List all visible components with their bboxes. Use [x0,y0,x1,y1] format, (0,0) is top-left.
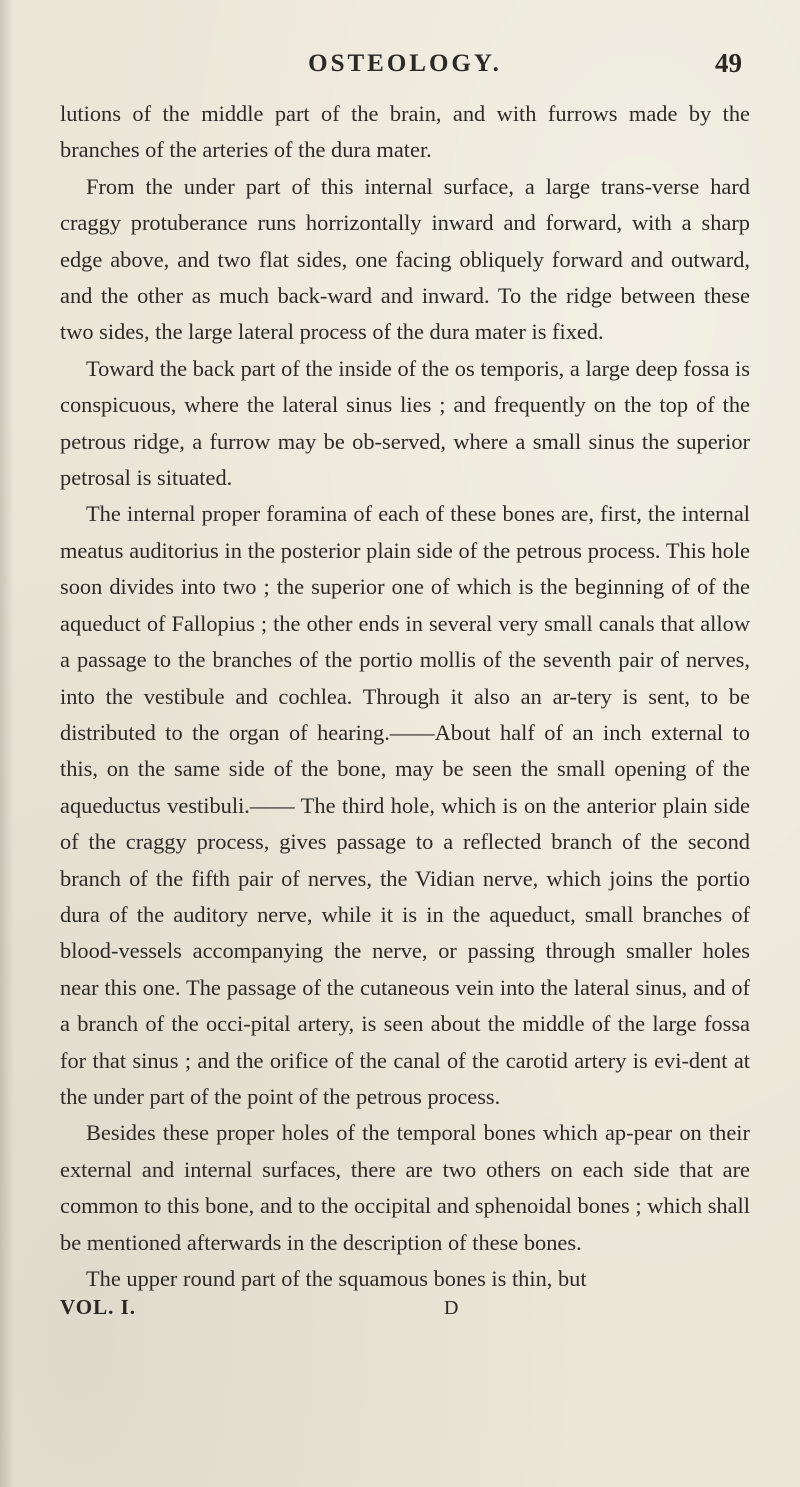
signature-mark: D [444,1297,459,1320]
paragraph: The upper round part of the squamous bones is thin, but [86,1266,587,1291]
paragraph: Toward the back part of the inside of the os temporis, a large deep fossa is conspicuous, where the lateral sinus lies ; and frequently on the top of the petrous ridge, a furrow may be ob-served, where a small sinus the superior petrosal is situated. [60,355,750,491]
paragraph: lutions of the middle part of the brain, and with furrows made by the branches of the arteries of the dura mater. [60,101,750,163]
footer [60,1295,750,1331]
volume-label: VOL. I. [60,1295,137,1320]
paragraph: From the under part of this internal surface, a large trans-verse hard craggy protuberance runs horrizontally inward and forward, with a sharp edge above, and two flat sides, one facing obliquely forward and outward, and the other as much back-ward and inward. To the ridge between these two sides, the large lateral process of the dura mater is fixed. [60,173,750,345]
running-title: OSTEOLOGY. [308,50,502,77]
paragraph: Besides these proper holes of the temporal bones which ap-pear on their external and internal surfaces, there are two others on each side that are common to this bone, and to the occipital and sphenoidal bones ; which shall be mentioned afterwards in the description of these bones. [60,1120,750,1255]
book-page [60,50,750,1460]
paragraph: The internal proper foramina of each of these bones are, first, the internal meatus auditorius in the posterior plain side of the petrous process. This hole soon divides into two ; the superior one of which is the beginning of of the aqueduct of Fallopius ; the other ends in several very small canals that allow a passage to the branches of the portio mollis of the seventh pair of nerves, into the vestibule and cochlea. Through it also an ar-tery is sent, to be distributed to the organ of hearing.——About half of an inch external to this, on the same side of the bone, may be seen the small opening of the aqueductus vestibuli.—— The third hole, which is on the anterior plain side of the craggy process, gives passage to a reflected branch of the second branch of the fifth pair of nerves, the Vidian nerve, which joins the portio dura of the auditory nerve, while it is in the aqueduct, small branches of blood-vessels accompanying the nerve, or passing through smaller holes near this one. The passage of the cutaneous vein into the lateral sinus, and of a branch of the occi-pital artery, is seen about the middle of the large fossa for that sinus ; and the orifice of the canal of the carotid artery is evi-dent at the under part of the point of the petrous process. [60,501,750,1109]
running-head [60,50,750,86]
page-edge-shadow [0,0,14,1487]
body-text [60,96,750,1297]
page-number: 49 [715,48,742,78]
